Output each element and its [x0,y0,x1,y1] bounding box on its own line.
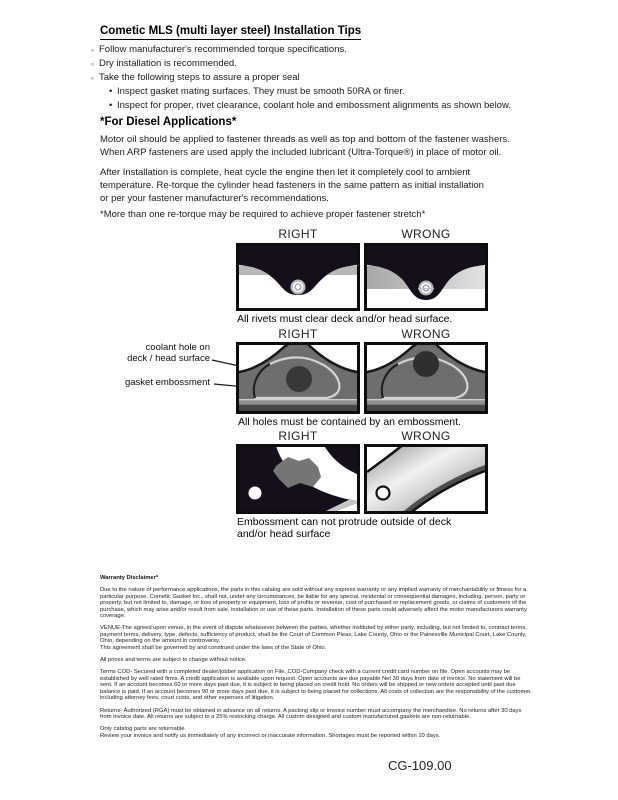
embossment-wrong-diagram [364,444,488,514]
paragraph-line: Motor oil should be applied to fastener threads as well as top and bottom of the fastener washers. [100,134,510,145]
page-number: CG-109.00 [388,758,452,773]
holes-caption: All holes must be contained by an embossment. [238,416,461,428]
bullet-text: Inspect gasket mating surfaces. They must be smooth 50RA or finer. [117,86,405,97]
bullet-text: Dry installation is recommended. [99,58,237,69]
bullet-marker: • [109,86,113,97]
bullet-text: Follow manufacturer's recommended torque specifications. [99,44,347,55]
bullet-marker: ◦ [91,45,95,55]
embossment-right-diagram [236,444,360,514]
bullet-text: Take the following steps to assure a proper seal [99,72,300,83]
page-title-wrap [100,21,361,39]
gasket-embossment-label: gasket embossment [124,377,210,388]
paragraph-line: temperature. Re-torque the cylinder head fasteners in the same pattern as initial installation [100,180,484,191]
retorque-note: *More than one re-torque may be required to achieve proper fastener stretch* [100,209,426,220]
bullet-marker: ◦ [91,73,95,83]
embossment-caption: Embossment can not protrude outside of deck and/or head surface [237,516,452,540]
bullet-item [91,71,511,85]
legal-block [100,575,533,745]
governed-line: This agreement shall be governed by and construed under the laws of the State of Ohio. [100,644,327,651]
rivet-clearance-right-diagram [236,243,360,311]
tip-bullet-list [91,43,511,113]
wrong-label: WRONG [401,327,451,341]
bullet-item-sub [91,85,511,99]
wrong-label: WRONG [401,429,451,443]
paragraph-line: When ARP fasteners are used apply the included lubricant (Ultra-Torque®) in place of motor oil. [100,147,502,158]
returns-paragraph: Returns- Authorized (RGA) must be obtained in advance on all returns. A packing slip or invoice number must accompany the merchandise. No returns after 30 days from invoice date. All returns are subject to a 25% restocking charge. All custom designed and custom manufactured gaskets are non-returnable. [100,707,522,720]
paragraph-line: After Installation is complete, heat cycle the engine then let it completely cool to ambient [100,167,471,178]
bullet-item-sub [91,99,511,113]
rivet-clearance-wrong-diagram [364,243,488,311]
coolant-hole-wrong-diagram [364,342,488,414]
right-label: RIGHT [278,327,318,341]
diesel-paragraph-1 [100,133,510,159]
wrong-label: WRONG [401,227,451,241]
paragraph-line: or per your fastener manufacturer's recommendations. [100,193,329,204]
diesel-paragraph-2 [100,166,484,205]
bullet-item [91,43,511,57]
review-line: Review your invoice and notify us immediately of any incorrect or inaccurate information. Shortages must be reported within 10 days. [100,732,441,739]
right-label: RIGHT [278,429,318,443]
warranty-paragraph: Due to the nature of performance applications, the parts in this catalog are sold without any express warranty or any implied warranty of merchantability or fitness for a particular purpose. Cometic Gasket Inc., shall not, under any circumstances, be liable for any special, incidental or consequential damages, including, person, party or property, but not limited to, damage, or loss of property or equipment, loss of profits or revenue, cost of purchased or replacement goods, or claims of customers of the purchase, which may arise and/or result from sale, installation or use of these parts. Installation of these parts could adversely affect the motor manufacturers warranty coverage. [100,587,527,620]
bullet-text: Inspect for proper, rivet clearance, coolant hole and embossment alignments as shown below. [117,100,511,111]
coolant-hole-right-diagram [236,342,360,414]
bullet-item [91,57,511,71]
terms-paragraph: Terms COD- Secured with a completed dealer/jobber application on File, COD-Company check with a current credit card number on file. Open accounts may be established by well rated firms. A credit application is available upon request. Open accounts are due payable Net 30 days from date of invoice. No statement will be sent. If an account becomes 60 or more days past due, it is subject to being placed on credit hold. No orders will be shipped or new orders accepted until past due balance is paid. If an account becomes 90 or more days past due, it is subject to being placed for collections. All costs of collection are the responsibility of the customer, including attorney fees, court costs, and other expenses of litigation. [100,669,532,702]
prices-line: All prices and terms are subject to change without notice. [100,657,247,664]
bullet-marker: • [109,100,113,111]
coolant-hole-label: coolant hole on deck / head surface [127,342,210,364]
warranty-disclaimer-heading: Warranty Disclaimer* [100,575,159,581]
diesel-heading: *For Diesel Applications* [100,116,237,128]
page-title: Cometic MLS (multi layer steel) Installation Tips [100,25,361,40]
venue-paragraph: VENUE-The agreed upon venue, in the event of dispute whatsoever between the parties, whether instituted by either party, including, but not limited to, contract terms, payment terms, delivery, type, defects, sufficiency of product, shall be the Court of Common Pleas, Lake County, Ohio or the Painesville Municipal Court, Lake County, Ohio, depending on the amount in controversy. [100,625,527,645]
right-label: RIGHT [278,227,318,241]
catalog-line: Only catalog parts are returnable. [100,726,187,733]
bullet-marker: ◦ [91,59,95,69]
rivet-caption: All rivets must clear deck and/or head surface. [237,313,453,325]
